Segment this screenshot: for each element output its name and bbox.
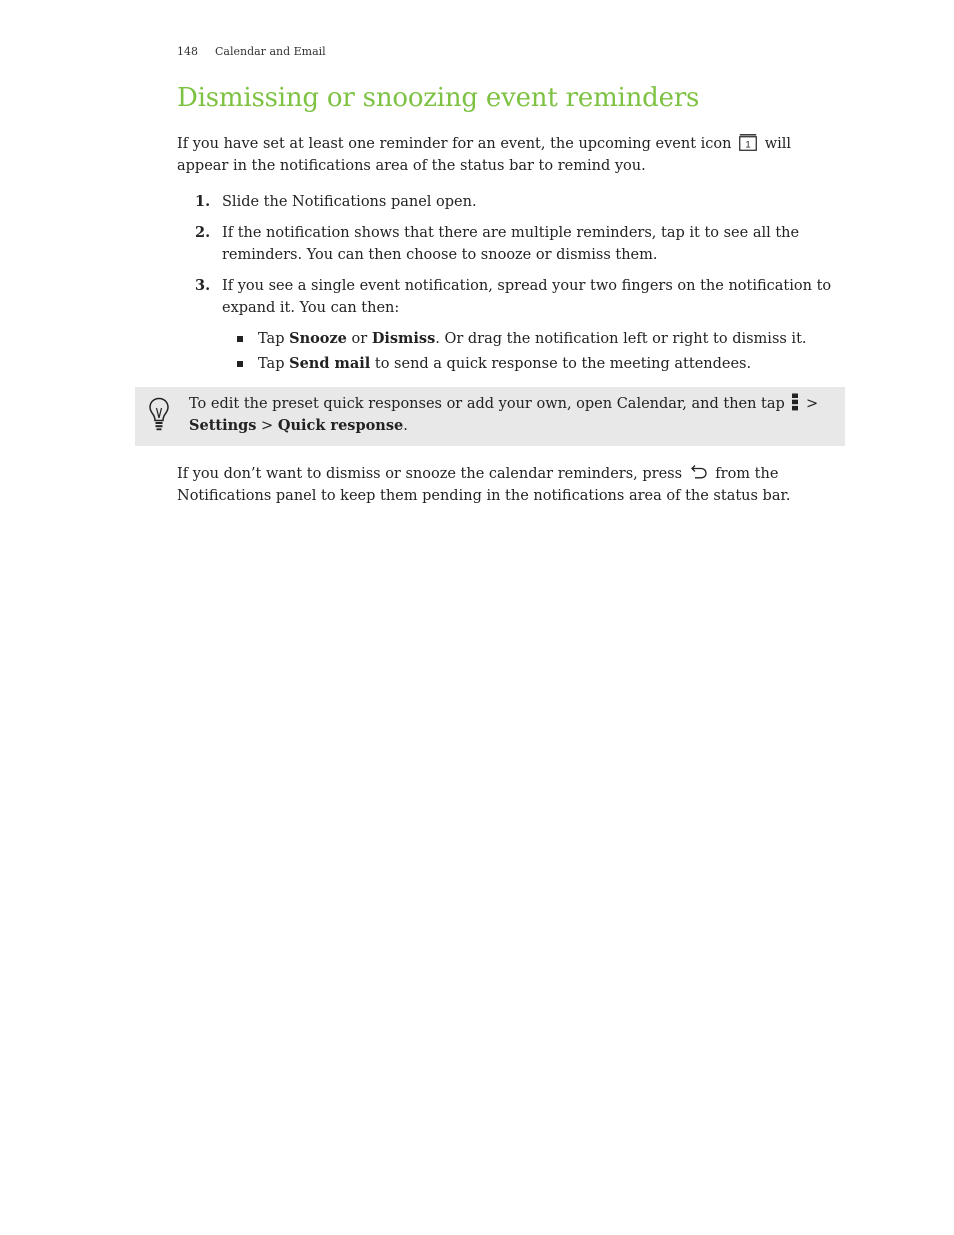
step-item <box>195 275 845 375</box>
bullet-item: Tap Send mail to send a quick response to the meeting attendees. <box>222 353 845 375</box>
intro-paragraph: If you have set at least one reminder for an event, the upcoming event icon 1 will appear in the notifications area of the status bar to remind you. <box>177 133 827 177</box>
calendar-event-icon <box>739 134 757 151</box>
dismiss-label: Dismiss <box>371 330 436 347</box>
tip-box <box>135 387 845 446</box>
back-icon <box>690 463 708 479</box>
step-number: 3. <box>195 277 211 294</box>
page-number: 148 <box>177 45 198 58</box>
settings-label: Settings <box>189 417 257 434</box>
bullet-item: Tap Snooze or Dismiss. Or drag the notification left or right to dismiss it. <box>222 328 845 350</box>
page-header <box>177 45 326 58</box>
step-item <box>195 191 845 213</box>
bullet-square-icon <box>237 336 243 342</box>
step-number: 2. <box>195 224 211 241</box>
step-number: 1. <box>195 193 211 210</box>
step-text: If the notification shows that there are multiple reminders, tap it to see all the reminders. You can then choose to snooze or dismiss them. <box>222 225 800 263</box>
tip-text: To edit the preset quick responses or add your own, open Calendar, and then tap > Settings > Quick response. <box>189 393 829 437</box>
svg-text:1: 1 <box>745 139 751 150</box>
section-name: Calendar and Email <box>215 45 326 58</box>
step-text: Slide the Notifications panel open. <box>222 194 477 210</box>
page-title: Dismissing or snoozing event reminders <box>177 83 700 113</box>
step-text: If you see a single event notification, spread your two fingers on the notification to expand it. You can then: <box>222 278 832 316</box>
steps-list <box>195 191 845 384</box>
bullet-square-icon <box>237 361 243 367</box>
outro-paragraph: If you don’t want to dismiss or snooze the calendar reminders, press from the Notifications panel to keep them pending in the notifications area of the status bar. <box>177 463 827 507</box>
snooze-label: Snooze <box>289 330 347 347</box>
quick-response-label: Quick response <box>277 417 404 434</box>
lightbulb-icon <box>148 397 170 431</box>
more-vertical-icon <box>791 393 799 411</box>
bullet-list <box>222 328 845 375</box>
send-mail-label: Send mail <box>289 355 371 372</box>
step-item <box>195 222 845 266</box>
